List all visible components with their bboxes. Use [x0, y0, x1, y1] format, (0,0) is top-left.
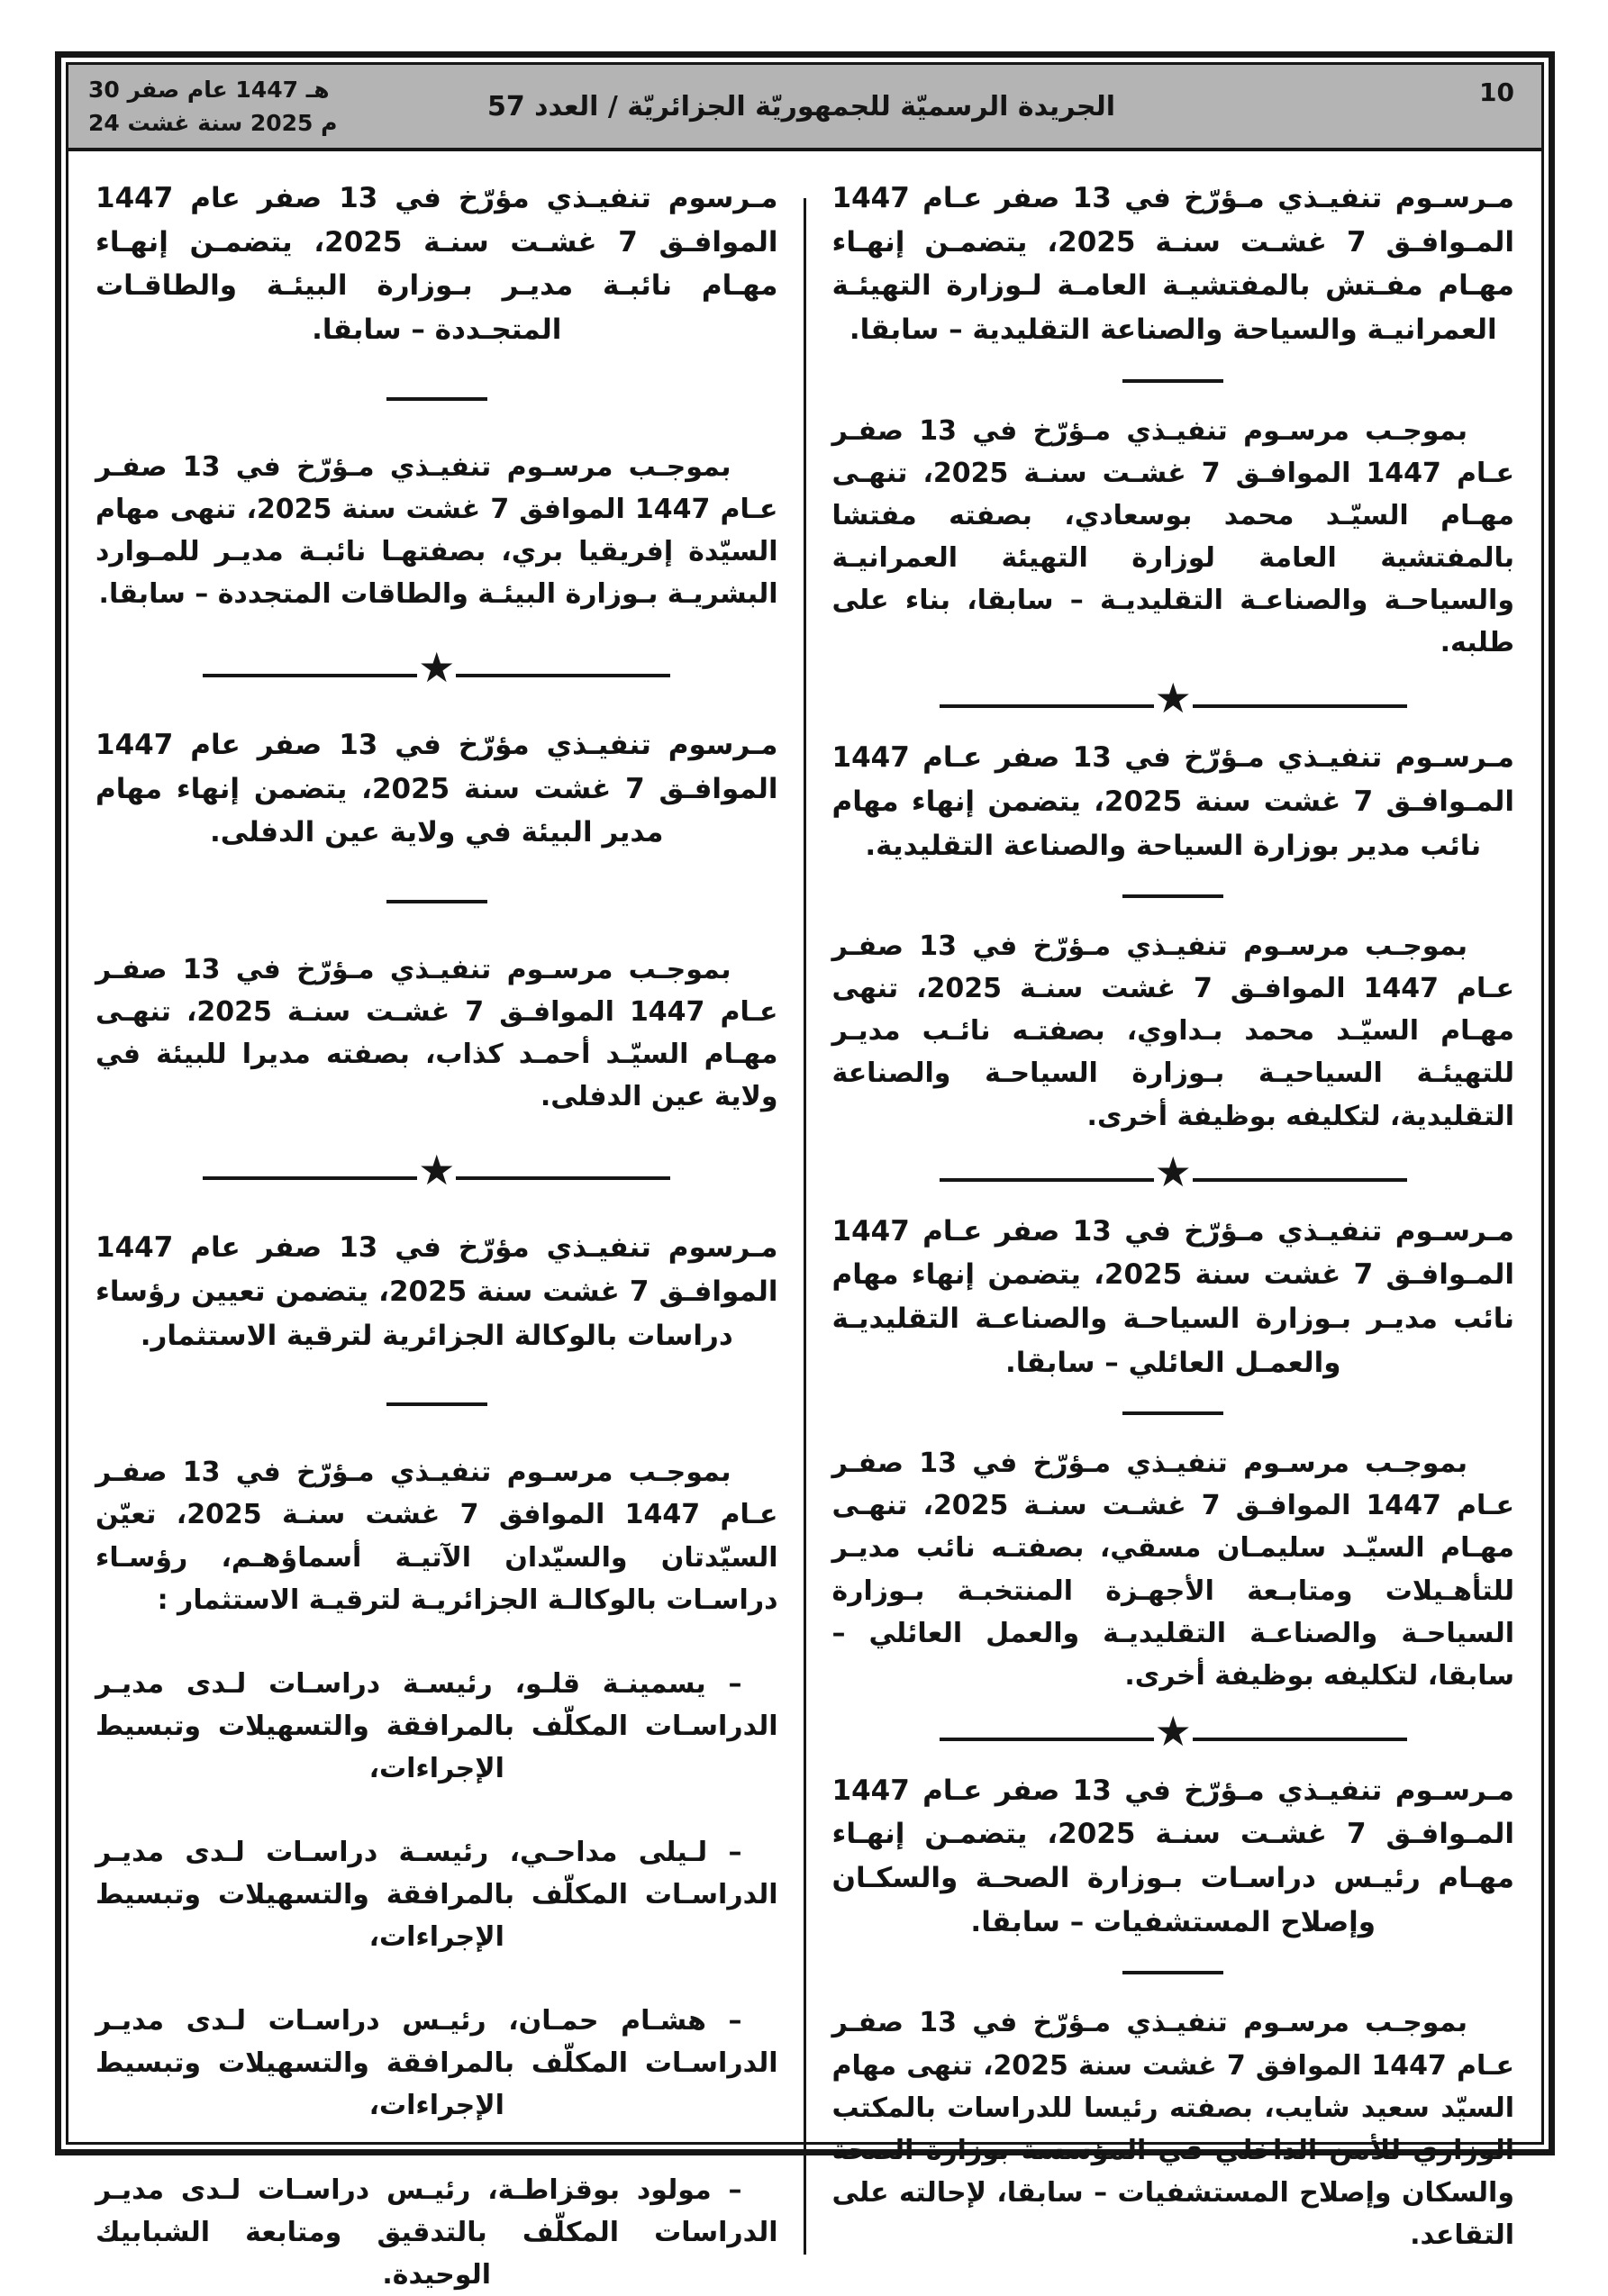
decree-body: بموجـب مرسـوم تنفيـذي مـؤرّخ في 13 صفـر عـام 1447 الموافـق 7 غشـت سنـة 2025، تنهـى مهـام السيّـد سليمـان مسقي، بصفتـه نائب مديـر للتأهـيلات ومتابـعة الأجهـزة المنتخبـة بـوزارة السياحـة والصناعـة التقليديـة والعمل العائلي – سابقا، لتكليفه بوظيفة أخرى. [831, 1447, 1514, 1692]
separator-line [386, 397, 487, 401]
decree-title: مـرسوم تنفيـذي مؤرّخ في 13 صفر عام 1447 الموافـق 7 غشـت سنـة 2025، يتضمـن إنهـاء مهـام نائبـة مديـر بـوزارة البيئـة والطاقـات المتجـددة – سابقا. [95, 182, 778, 346]
separator-segment [203, 674, 417, 677]
separator-star [95, 1146, 778, 1197]
date-hijri: 30 صفر‎ عام‎ 1447 هـ [88, 76, 330, 103]
decree-body: بموجـب مرسـوم تنفيـذي مـؤرّخ في 13 صفـر عـام 1447 الموافـق 7 غشت سنـة 2025، تنهى مهـام السيّـد محمد بـداوي، بصفتـه نائـب مديـر للتهيئـة السياحيـة بـوزارة السياحـة والصناعة التقليدية، لتكليفه بوظيفة أخرى. [831, 930, 1514, 1132]
separator-segment [203, 1176, 417, 1180]
decree-body: بموجـب مرسـوم تنفيـذي مـؤرّخ في 13 صفـر عـام 1447 الموافق 7 غشت سنة 2025، تنهى مهام السيّد سعيد شايب، بصفته رئيسا للدراسات بالمكتب الوزاري للأمن الداخلي في المؤسسة بوزارة الصحة والسكان وإصلاح المستشفيات – سابقا، لإحالته على التقاعد. [831, 2007, 1514, 2251]
separator-segment [940, 1738, 1154, 1741]
separator-star [832, 1147, 1515, 1199]
separator-segment [940, 1178, 1154, 1182]
separator-star [832, 1706, 1515, 1758]
star-icon: ★ [1154, 1706, 1192, 1756]
decree-title: مـرسـوم تنفيـذي مـؤرّخ في 13 صفر عـام 1447 المـوافـق 7 غشـت سنـة 2025، يتضمـن إنهـاء مهـام مفـتش بالمفتشيـة العامـة لـوزارة التهيئـة العمرانيـة والسياحة والصناعة التقليدية – سابقا. [831, 182, 1515, 346]
separator-line [386, 1402, 487, 1406]
appointment-list-item: – يسمينـة قلـو، رئيسـة دراسـات لـدى مديـر الدراسـات المكلّف بالمرافقة والتسهيلات وتبسيط الإجراءات، [95, 1667, 778, 1784]
decree-body: بموجـب مرسـوم تنفيـذي مـؤرّخ في 13 صفـر عـام 1447 الموافـق 7 غشـت سنـة 2025، تنهـى مهـام السيّـد محمد بوسعادي، بصفته مفتشا بالمفتشية العامة لوزارة التهيئة العمرانيـة والسياحـة والصناعـة التقليديـة – سابقا، بناء على طلبه. [831, 414, 1514, 659]
decree-body: بموجـب مرسـوم تنفيـذي مـؤرّخ في 13 صفـر عـام 1447 الموافـق 7 غشـت سنـة 2025، تنهـى مهـام السيّـد أحمـد كذاب، بصفته مديرا للبيئة في ولاية عين الدفلى. [95, 953, 778, 1113]
decree-title: مـرسـوم تنفيـذي مـؤرّخ في 13 صفر عـام 1447 المـوافـق 7 غشت سنة 2025، يتضمن إنهاء مهام نائب مدير بوزارة السياحة والصناعة التقليدية. [831, 741, 1515, 862]
inner-frame [66, 62, 1544, 2291]
separator-segment [1193, 1178, 1407, 1182]
star-icon: ★ [1154, 1147, 1192, 1196]
star-icon: ★ [418, 643, 456, 692]
separator-segment [456, 674, 670, 677]
decree-title: مـرسوم تنفيـذي مؤرّخ في 13 صفر عام 1447 الموافـق 7 غشت سنة 2025، يتضمن إنهاء مهام مدير البيئة في ولاية عين الدفلى. [95, 729, 778, 849]
decree-title: مـرسـوم تنفيـذي مـؤرّخ في 13 صفر عـام 1447 المـوافـق 7 غشـت سنـة 2025، يتضمـن إنهـاء مهـام رئيـس دراسـات بـوزارة الصحـة والسكـان وإصلاح المستشفيات – سابقا. [831, 1774, 1515, 1938]
star-icon: ★ [1154, 674, 1192, 723]
decree-title: مـرسوم تنفيـذي مؤرّخ في 13 صفر عام 1447 الموافـق 7 غشت سنة 2025، يتضمن تعيين رؤساء دراسات بالوكالة الجزائرية لترقية الاستثمار. [95, 1231, 778, 1352]
appointment-list-item: – لـيلى مداحـي، رئيسـة دراسـات لـدى مديـر الدراسـات المكلّف بالمرافقة والتسهيلات وتبسيط الإجراءات، [95, 1836, 778, 1954]
separator-segment [940, 704, 1154, 708]
content-columns [68, 151, 1541, 2296]
separator-segment [1193, 704, 1407, 708]
page-number: 10 [1479, 77, 1514, 107]
masthead-dates [83, 73, 464, 141]
separator-segment [1193, 1738, 1407, 1741]
appointment-list-item: – مولود بوقزاطـة، رئيـس دراسـات لـدى مديـر الدراسات المكلّف بالتدقيق ومتابعة الشبابيك الوحيدة. [95, 2173, 778, 2291]
separator-segment [456, 1176, 670, 1180]
separator-line [1122, 894, 1223, 898]
decree-title: مـرسـوم تنفيـذي مـؤرّخ في 13 صفر عـام 1447 المـوافـق 7 غشت سنة 2025، يتضمن إنهاء مهام نائب مديـر بـوزارة السياحـة والصناعـة التقليديـة والعمـل العائلي – سابقا. [831, 1214, 1515, 1379]
star-icon: ★ [418, 1146, 456, 1195]
decree-body: بموجـب مرسـوم تنفيـذي مـؤرّخ في 13 صفـر عـام 1447 الموافق 7 غشت سنـة 2025، تعيّن السيّدتان والسيّدان الآتيـة أسماؤهـم، رؤسـاء دراسـات بالوكالـة الجزائريـة لترقيـة الاستثمار : [95, 1457, 778, 1616]
separator-line [386, 900, 487, 903]
separator-line [1122, 1971, 1223, 1974]
separator-star [832, 674, 1515, 725]
separator-line [1122, 379, 1223, 383]
decree-body: بموجـب مرسـوم تنفيـذي مـؤرّخ في 13 صفـر عـام 1447 الموافق 7 غشت سنة 2025، تنهى مهام السيّدة إفريقيا بري، بصفتهـا نائبـة مديـر للمـوارد البشريـة بـوزارة البيئـة والطاقات المتجددة – سابقا. [95, 450, 778, 610]
column-left [68, 151, 805, 2296]
page-frame [55, 51, 1555, 2291]
masthead [68, 65, 1541, 151]
appointment-list-item: – هشـام حمـان، رئيـس دراسـات لـدى مديـر الدراسـات المكلّف بالمرافقة والتسهيلات وتبسيط الإجراءات، [95, 2005, 778, 2122]
journal-title: الجريدة الرسميّة للجمهوريّة الجزائريّة / العدد 57 [486, 90, 1116, 123]
separator-star [95, 643, 778, 694]
date-gregorian: 24 غشت‎ سنة‎ 2025 م [88, 110, 338, 136]
column-divider [804, 198, 806, 2255]
separator-line [1122, 1411, 1223, 1415]
column-right [805, 151, 1542, 2296]
